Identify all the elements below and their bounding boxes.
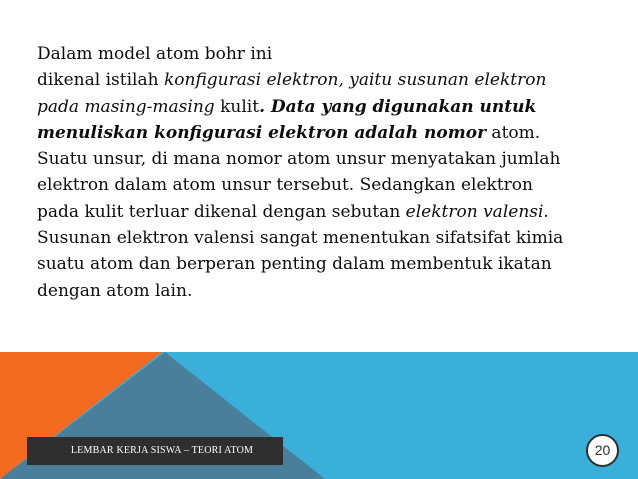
text-run: dikenal istilah xyxy=(37,70,164,91)
text-line xyxy=(37,199,612,225)
text-line xyxy=(37,146,612,172)
text-run: menuliskan konfigurasi elektron adalah nomor xyxy=(37,122,487,143)
text-line xyxy=(37,94,612,120)
text-run: elektron valensi. xyxy=(405,201,549,222)
text-run: pada kulit terluar dikenal dengan sebutan xyxy=(37,201,406,222)
text-line xyxy=(37,41,612,67)
text-line xyxy=(37,67,612,93)
footer-label: LEMBAR KERJA SISWA – TEORI ATOM xyxy=(27,437,283,465)
text-run: dengan atom lain. xyxy=(37,280,193,301)
text-line xyxy=(37,278,612,304)
text-run: pada masing-masing xyxy=(37,96,221,117)
text-line xyxy=(37,225,612,251)
text-run: Suatu unsur, di mana nomor atom unsur menyatakan jumlah xyxy=(37,149,561,170)
text-line xyxy=(37,251,612,277)
text-run: atom. xyxy=(486,122,541,143)
text-line xyxy=(37,172,612,198)
text-run: Dalam model atom bohr ini xyxy=(37,44,273,64)
text-run: . Data yang digunakan untuk xyxy=(259,96,537,117)
text-run: kulit xyxy=(220,96,260,117)
page-number: 20 xyxy=(586,434,619,467)
text-run: Susunan elektron valensi sangat menentukan sifatsifat kimia xyxy=(37,228,564,249)
text-run: suatu atom dan berperan penting dalam membentuk ikatan xyxy=(37,254,552,275)
body-text xyxy=(37,41,612,304)
text-run: konfigurasi elektron, yaitu susunan elektron xyxy=(163,70,547,91)
text-run: elektron dalam atom unsur tersebut. Sedangkan elektron xyxy=(37,175,533,196)
text-line xyxy=(37,120,612,146)
